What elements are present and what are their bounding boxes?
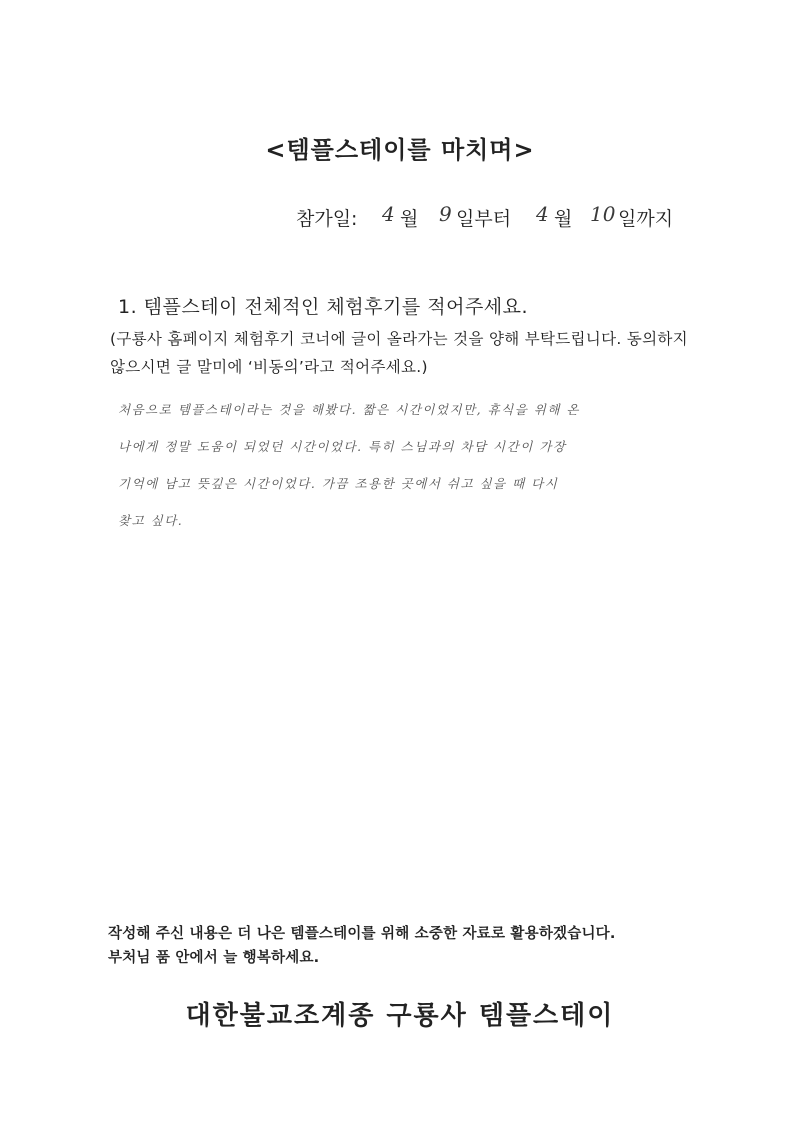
end-day-handwritten: 10 [590, 202, 616, 226]
answer-line: 기억에 남고 뜻깊은 시간이었다. 가끔 조용한 곳에서 쉬고 싶을 때 다시 [118, 476, 559, 491]
start-day-handwritten: 9 [439, 202, 452, 226]
footer-blessing: 부처님 품 안에서 늘 행복하세요. [108, 950, 320, 966]
month-unit-end: 월 [554, 208, 573, 230]
organization-name: 대한불교조계종 구룡사 템플스테이 [185, 1001, 615, 1031]
footer-notice: 작성해 주신 내용은 더 나은 템플스테이를 위해 소중한 자료로 활용하겠습니다. [108, 926, 616, 942]
from-text: 일부터 [456, 208, 512, 230]
period-label: 참가일: [296, 208, 358, 230]
question-title: 1. 템플스테이 전체적인 체험후기를 적어주세요. [118, 296, 529, 318]
participation-period [296, 200, 696, 240]
end-month-handwritten: 4 [536, 202, 549, 226]
until-text: 일까지 [618, 208, 674, 230]
answer-line: 나에게 정말 도움이 되었던 시간이었다. 특히 스님과의 차담 시간이 가장 [118, 439, 567, 454]
question-note: (구룡사 홈페이지 체험후기 코너에 글이 올라가는 것을 양해 부탁드립니다. 동의하지 않으시면 글 말미에 ‘비동의’라고 적어주세요.) [110, 330, 688, 376]
month-unit-start: 월 [400, 208, 419, 230]
start-month-handwritten: 4 [382, 202, 395, 226]
form-title: <템플스테이를 마치며> [265, 136, 535, 164]
answer-line: 찾고 싶다. [118, 513, 184, 528]
answer-line: 처음으로 템플스테이라는 것을 해봤다. 짧은 시간이었지만, 휴식을 위해 온 [118, 402, 580, 417]
